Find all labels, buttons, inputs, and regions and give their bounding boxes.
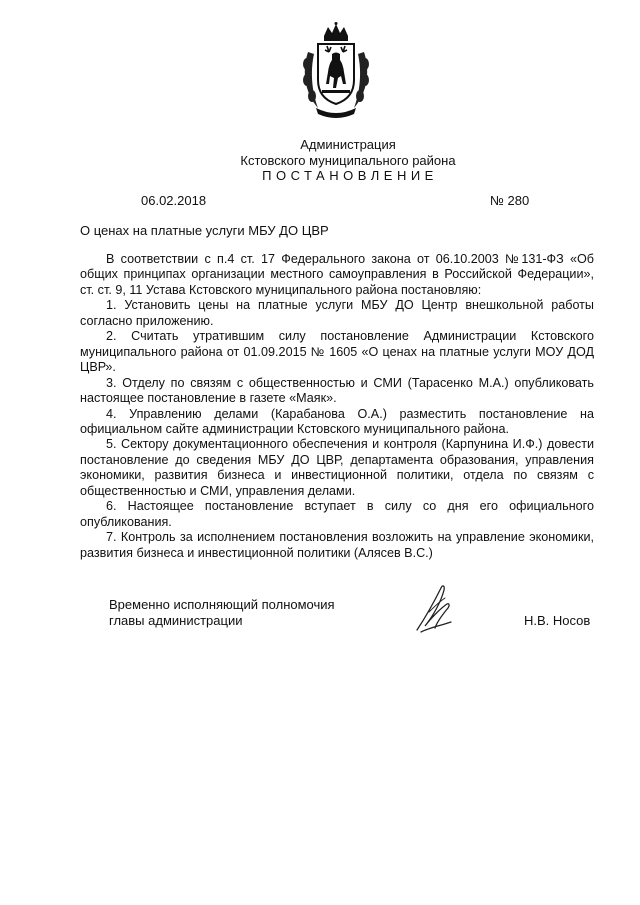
signatory-title-line1: Временно исполняющий полномочия <box>109 597 335 612</box>
document-subject: О ценах на платные услуги МБУ ДО ЦВР <box>80 223 329 238</box>
signatory-title-line2: главы администрации <box>109 613 243 628</box>
body-item-3: 3. Отделу по связям с общественностью и СМИ (Тарасенко М.А.) опубликовать настоящее постановление в газете «Маяк». <box>80 375 594 406</box>
document-type: ПОСТАНОВЛЕНИЕ <box>262 168 438 183</box>
body-item-4: 4. Управлению делами (Карабанова О.А.) разместить постановление на официальном сайте администрации Кстовского муниципального района. <box>80 406 594 436</box>
organization-district: Кстовского муниципального района <box>240 152 456 168</box>
body-item-6: 6. Настоящее постановление вступает в силу со дня его официального опубликования. <box>80 499 594 529</box>
signatory-title <box>109 597 335 629</box>
body-item-2: 2. Считать утратившим силу постановление Администрации Кстовского муниципального района от 01.09.2015 № 1605 «О ценах на платные услуги МОУ ДОД ЦВР». <box>80 329 594 375</box>
body-item-5: 5. Сектору документационного обеспечения и контроля (Карпунина И.Ф.) довести постановление до сведения МБУ ДО ЦВР, департамента образования, управления экономики, развития бизнеса и инвестиционной политики, отдела по связям с общественностью и СМИ, управления делами. <box>80 437 594 498</box>
signatory-name: Н.В. Носов <box>524 613 591 628</box>
document-date: 06.02.2018 <box>141 193 207 208</box>
body-item-1: 1. Установить цены на платные услуги МБУ ДО Центр внешкольной работы согласно приложению. <box>80 298 594 328</box>
body-item-7: 7. Контроль за исполнением постановления возложить на управление экономики, развития бизнеса и инвестиционной политики (Алясев В.С.) <box>80 530 594 560</box>
coat-of-arms-icon <box>298 22 374 118</box>
document-header <box>0 137 640 184</box>
document-number: № 280 <box>490 193 530 208</box>
document-body <box>80 252 594 561</box>
body-preamble: В соответствии с п.4 ст. 17 Федерального закона от 06.10.2003 №131-ФЗ «Об общих принципах организации местного самоуправления в Российской Федерации», ст. ст. 9, 11 Устава Кстовского муниципального района постановляю: <box>80 252 594 297</box>
organization-name: Администрация <box>300 137 396 152</box>
handwritten-signature-icon <box>411 582 459 634</box>
